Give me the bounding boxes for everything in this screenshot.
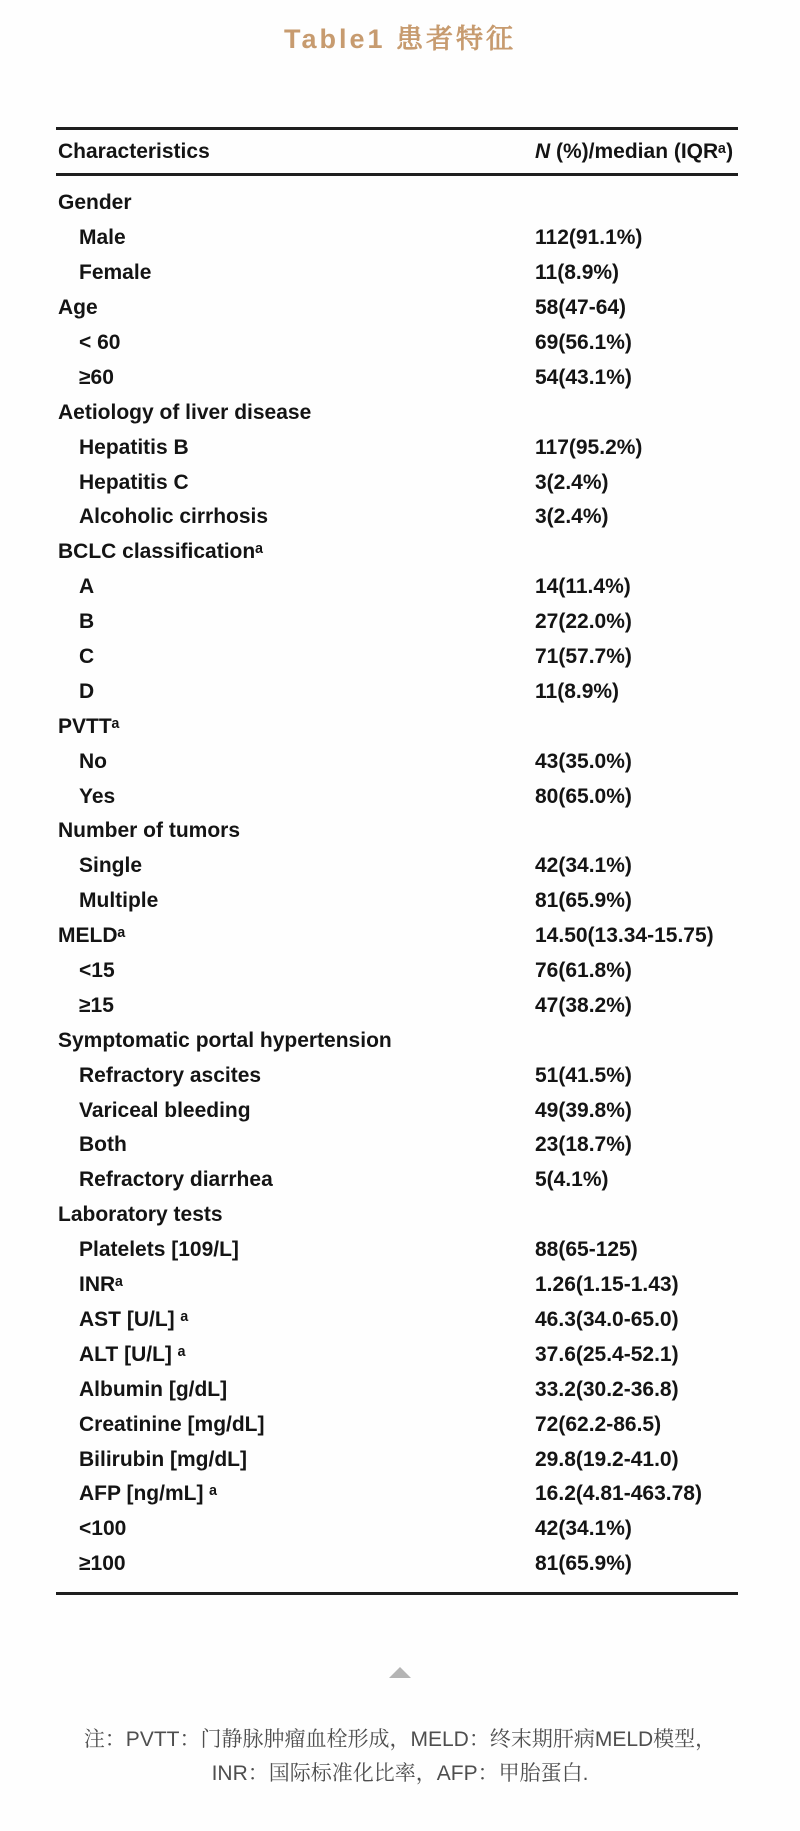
row-value: 33.2(30.2-36.8) xyxy=(535,1377,679,1401)
row-label: ≥100 xyxy=(79,1552,126,1576)
row-label: Single xyxy=(79,854,143,878)
row-label: <15 xyxy=(79,959,115,983)
table-row xyxy=(56,1442,738,1477)
table-row xyxy=(56,500,738,535)
header-n-symbol: N xyxy=(535,139,551,163)
table-row xyxy=(56,744,738,779)
row-value: 69(56.1%) xyxy=(535,331,632,354)
table-row xyxy=(56,465,738,500)
table-row xyxy=(56,326,738,361)
row-label: A xyxy=(79,575,95,599)
table-row xyxy=(56,884,738,919)
table-header-rule xyxy=(56,173,738,176)
row-value: 51(41.5%) xyxy=(535,1063,632,1087)
row-value: 42(34.1%) xyxy=(535,1517,632,1541)
row-label: Variceal bleeding xyxy=(79,1098,251,1122)
row-label: MELDᵃ xyxy=(58,924,126,948)
footnote-line-2: INR：国际标准化比率，AFP：甲胎蛋白. xyxy=(211,1762,589,1785)
row-value: 11(8.9%) xyxy=(535,679,620,703)
table-row xyxy=(56,186,738,221)
table-row xyxy=(56,1198,738,1233)
row-value: 43(35.0%) xyxy=(535,749,632,773)
table-row xyxy=(56,535,738,570)
table-row xyxy=(56,360,738,395)
table-row xyxy=(56,1547,738,1582)
row-value: 42(34.1%) xyxy=(535,854,632,878)
row-value: 81(65.9%) xyxy=(535,1552,632,1576)
row-label: < 60 xyxy=(79,331,121,354)
row-value: 47(38.2%) xyxy=(535,993,632,1017)
header-n-median-rest: (%)/median (IQRᵃ) xyxy=(550,139,734,163)
table-row xyxy=(56,1233,738,1268)
table-row xyxy=(56,395,738,430)
row-label: Platelets [109/L] xyxy=(79,1238,239,1262)
table-row xyxy=(56,1512,738,1547)
row-label: D xyxy=(79,679,95,703)
row-label: <100 xyxy=(79,1517,127,1541)
table-row xyxy=(56,1128,738,1163)
row-label: Hepatitis B xyxy=(79,435,189,459)
table-row xyxy=(56,1163,738,1198)
row-label: Age xyxy=(58,296,98,320)
row-label: Albumin [g/dL] xyxy=(79,1377,228,1401)
row-value: 49(39.8%) xyxy=(535,1098,632,1122)
table-header-row xyxy=(56,130,738,173)
row-value: 5(4.1%) xyxy=(535,1168,609,1192)
table-bottom-rule xyxy=(56,1592,738,1595)
table-row xyxy=(56,1372,738,1407)
table-row xyxy=(56,1023,738,1058)
row-value: 3(2.4%) xyxy=(535,470,609,494)
table-row xyxy=(56,709,738,744)
row-value: 54(43.1%) xyxy=(535,365,632,389)
table-row xyxy=(56,849,738,884)
row-value: 88(65-125) xyxy=(535,1238,638,1262)
row-label: BCLC classificationᵃ xyxy=(58,540,264,564)
row-label: Yes xyxy=(79,784,116,808)
row-value: 29.8(19.2-41.0) xyxy=(535,1447,679,1471)
row-label: Multiple xyxy=(79,889,159,913)
row-label: Laboratory tests xyxy=(58,1203,223,1227)
row-value: 27(22.0%) xyxy=(535,610,632,634)
row-label: Hepatitis C xyxy=(79,470,189,494)
row-label: No xyxy=(79,749,107,773)
row-value: 1.26(1.15-1.43) xyxy=(535,1273,679,1297)
row-value: 14(11.4%) xyxy=(535,575,631,599)
table-row xyxy=(56,954,738,989)
row-value: 23(18.7%) xyxy=(535,1133,632,1157)
row-value: 46.3(34.0-65.0) xyxy=(535,1307,679,1331)
row-label: Bilirubin [mg/dL] xyxy=(79,1447,247,1471)
row-value: 72(62.2-86.5) xyxy=(535,1412,662,1436)
table-row xyxy=(56,570,738,605)
row-value: 11(8.9%) xyxy=(535,261,620,285)
table-row xyxy=(56,1093,738,1128)
row-label: Creatinine [mg/dL] xyxy=(79,1412,265,1436)
table-row xyxy=(56,1407,738,1442)
header-n-median-iqr xyxy=(535,140,733,164)
table-row xyxy=(56,256,738,291)
row-label: AFP [ng/mL] ᵃ xyxy=(79,1482,218,1506)
footnote-line-1: 注：PVTT：门静脉肿瘤血栓形成，MELD：终末期肝病MELD模型， xyxy=(83,1728,717,1751)
row-label: AST [U/L] ᵃ xyxy=(79,1307,189,1331)
header-characteristics: Characteristics xyxy=(58,139,210,163)
row-label: Both xyxy=(79,1133,127,1157)
row-label: ALT [U/L] ᵃ xyxy=(79,1342,186,1366)
collapse-table-icon[interactable] xyxy=(389,1667,411,1678)
table-row xyxy=(56,779,738,814)
row-value: 37.6(25.4-52.1) xyxy=(535,1342,679,1366)
table-caption: Table1 患者特征 xyxy=(283,24,517,54)
row-label: Gender xyxy=(58,191,132,215)
row-value: 117(95.2%) xyxy=(535,435,643,459)
row-label: Alcoholic cirrhosis xyxy=(79,505,269,529)
row-value: 81(65.9%) xyxy=(535,889,632,913)
row-label: Symptomatic portal hypertension xyxy=(58,1028,392,1052)
table-row xyxy=(56,430,738,465)
row-value: 16.2(4.81-463.78) xyxy=(535,1482,702,1506)
table-row xyxy=(56,605,738,640)
table-row xyxy=(56,221,738,256)
row-value: 80(65.0%) xyxy=(535,784,632,808)
row-value: 58(47-64) xyxy=(535,296,627,320)
table-row xyxy=(56,1337,738,1372)
row-label: ≥60 xyxy=(79,365,114,389)
table-row xyxy=(56,919,738,954)
row-label: Refractory diarrhea xyxy=(79,1168,273,1192)
row-label: PVTTᵃ xyxy=(58,714,120,738)
table-row xyxy=(56,988,738,1023)
row-value: 112(91.1%) xyxy=(535,226,643,250)
row-label: Aetiology of liver disease xyxy=(58,400,312,424)
row-label: Male xyxy=(79,226,126,250)
row-label: Female xyxy=(79,261,152,285)
row-label: ≥15 xyxy=(79,993,114,1017)
row-label: Refractory ascites xyxy=(79,1063,262,1087)
row-value: 71(57.7%) xyxy=(535,645,632,669)
table-row xyxy=(56,1058,738,1093)
row-label: C xyxy=(79,645,95,669)
row-label: B xyxy=(79,610,95,634)
table-row xyxy=(56,814,738,849)
row-label: INRᵃ xyxy=(79,1273,124,1297)
table-row xyxy=(56,640,738,675)
row-value: 76(61.8%) xyxy=(535,959,632,983)
table-row xyxy=(56,1477,738,1512)
table-body xyxy=(56,186,738,1582)
table-row xyxy=(56,291,738,326)
table-footnote xyxy=(0,1723,800,1791)
row-value: 14.50(13.34-15.75) xyxy=(535,924,714,948)
table-row xyxy=(56,674,738,709)
table-row xyxy=(56,1303,738,1338)
row-value: 3(2.4%) xyxy=(535,505,609,529)
table-row xyxy=(56,1268,738,1303)
row-label: Number of tumors xyxy=(58,819,241,843)
